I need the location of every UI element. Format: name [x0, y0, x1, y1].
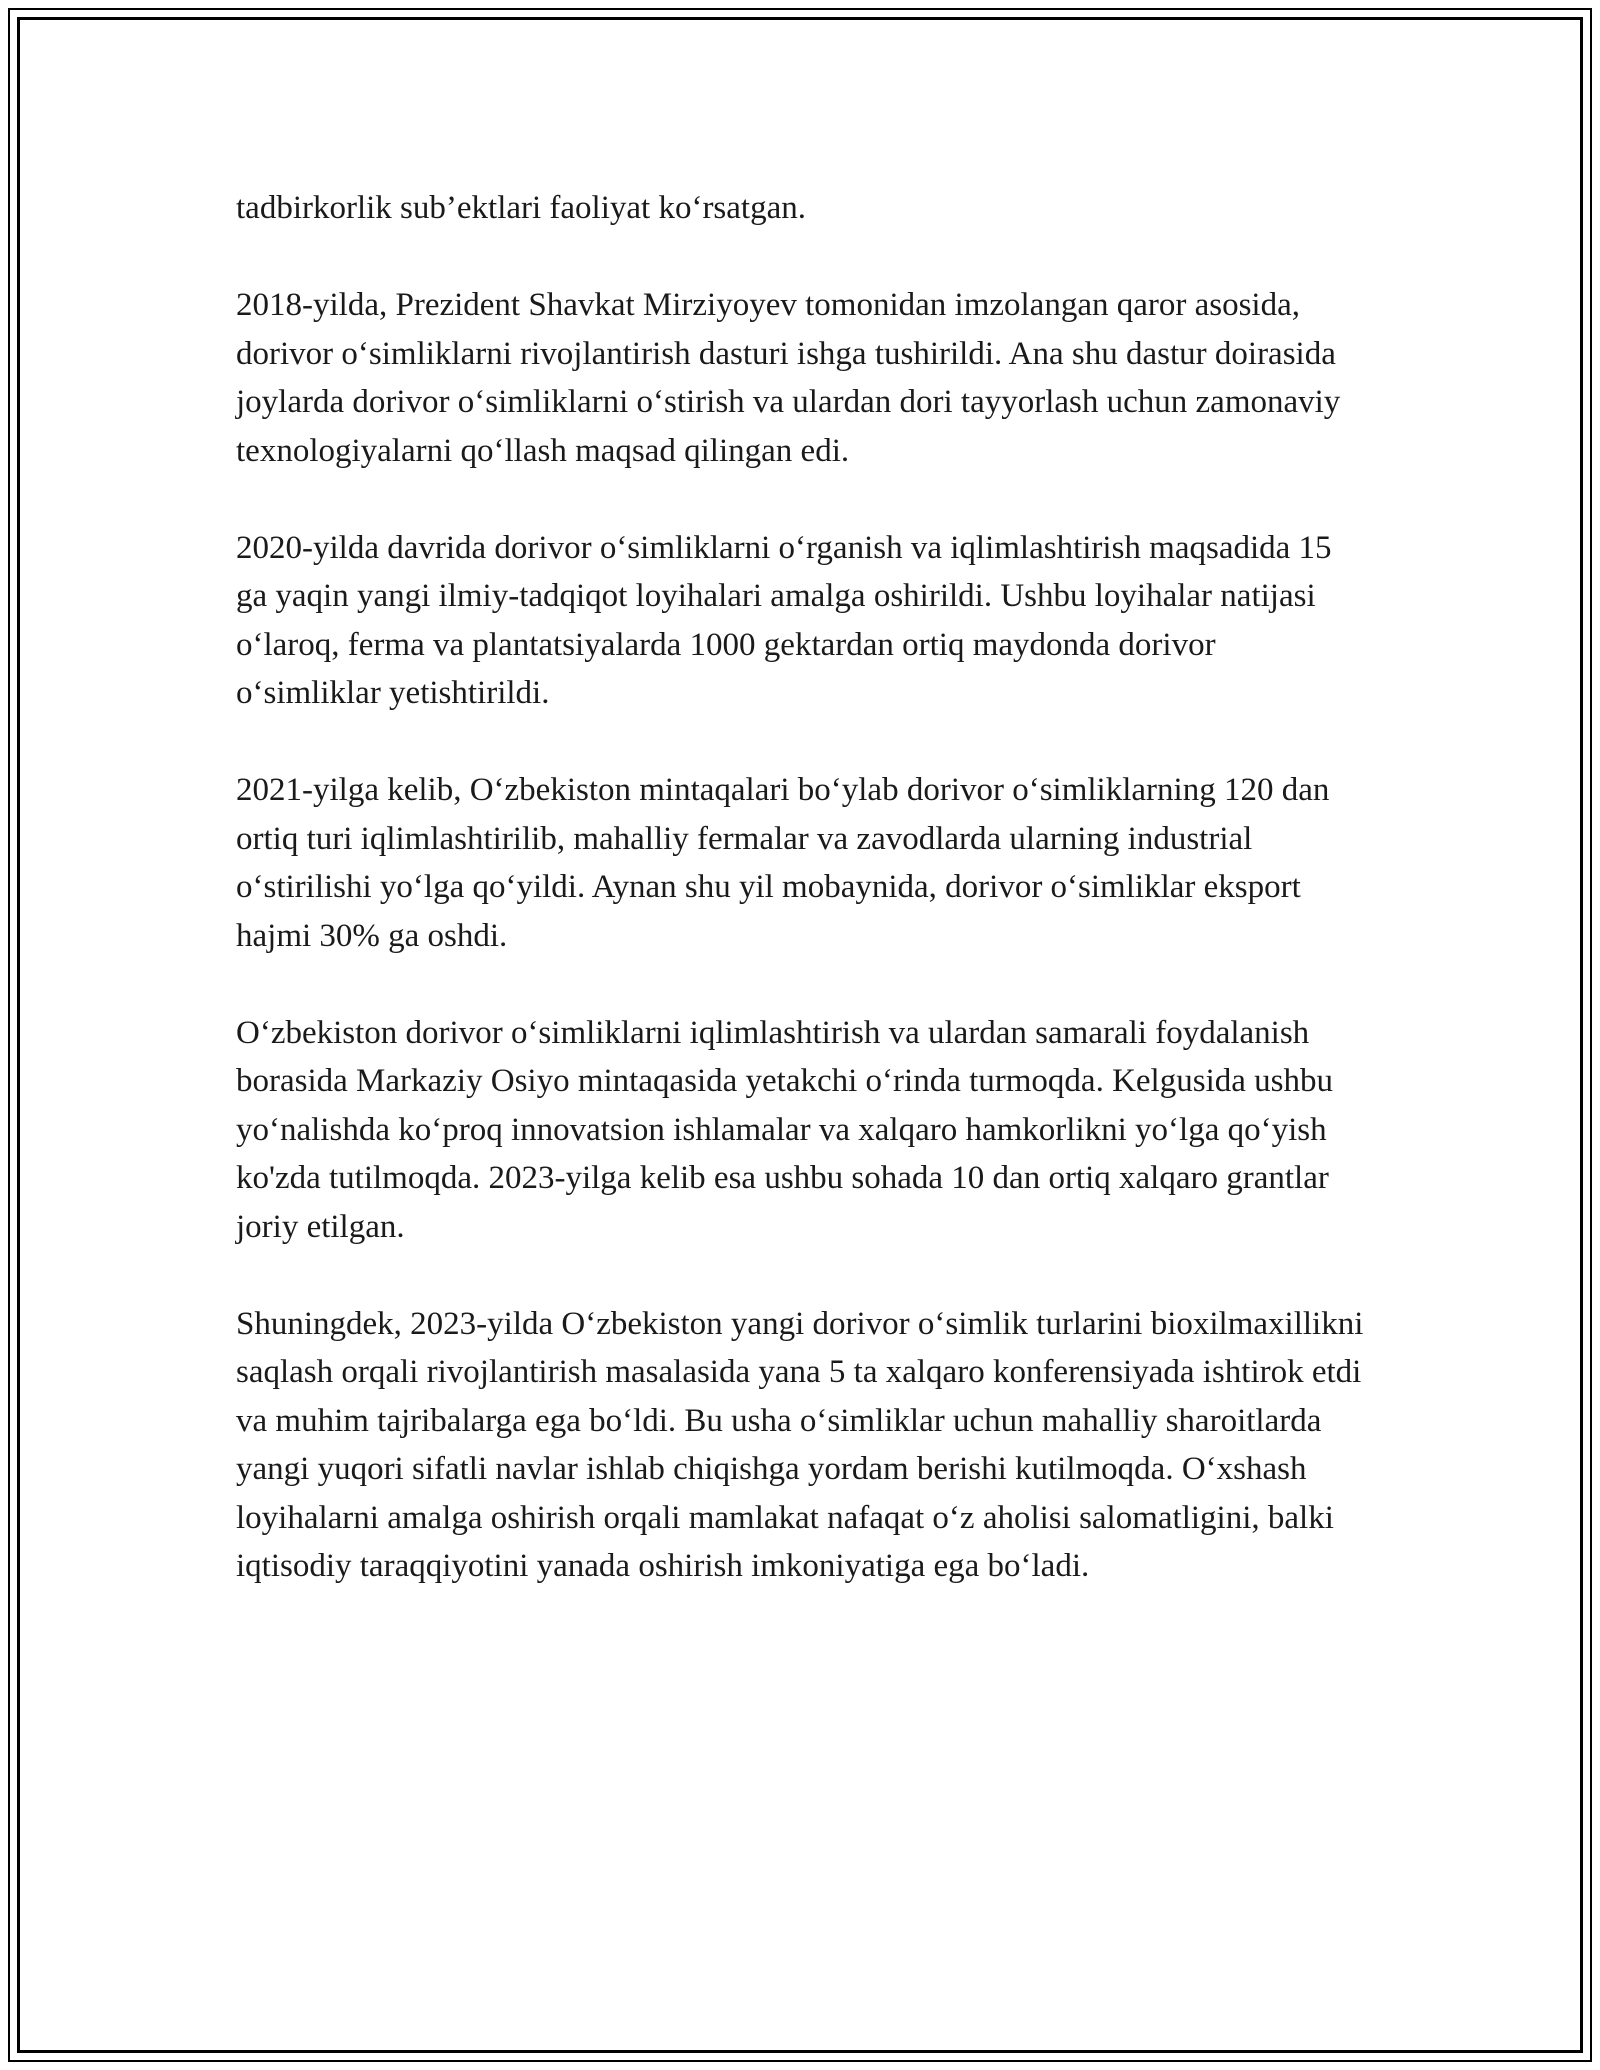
paragraph: Shuningdek, 2023-yilda O‘zbekiston yangi dorivor o‘simlik turlarini bioxilmaxillikni saqlash orqali rivojlantirish masalasida yana 5 ta xalqaro konferensiyada ishtirok etdi va muhim tajribalarga ega bo‘ldi. Bu usha o‘simliklar uchun mahalliy sharoitlarda yangi yuqori sifatli navlar ishlab chiqishga yordam berishi kutilmoqda. O‘xshash loyihalarni amalga oshirish orqali mamlakat nafaqat o‘z aholisi salomatligini, balki iqtisodiy taraqqiyotini yanada oshirish imkoniyatiga ega bo‘ladi.: [236, 1305, 1364, 1584]
paragraph: 2021-yilga kelib, O‘zbekiston mintaqalari bo‘ylab dorivor o‘simliklarning 120 dan ortiq turi iqlimlashtirilib, mahalliy fermalar va zavodlarda ularning industrial o‘stirilishi yo‘lga qo‘yildi. Aynan shu yil mobaynida, dorivor o‘simliklar eksport hajmi 30% ga oshdi.: [236, 772, 1330, 954]
document-body: [236, 184, 1366, 1639]
paragraph: tadbirkorlik sub’ektlari faoliyat ko‘rsatgan.: [236, 190, 806, 226]
paragraph: 2018-yilda, Prezident Shavkat Mirziyoyev tomonidan imzolangan qaror asosida, dorivor o‘simliklarni rivojlantirish dasturi ishga tushirildi. Ana shu dastur doirasida joylarda dorivor o‘simliklarni o‘stirish va ulardan dori tayyorlash uchun zamonaviy texnologiyalarni qo‘llash maqsad qilingan edi.: [236, 287, 1341, 469]
paragraph: O‘zbekiston dorivor o‘simliklarni iqlimlashtirish va ulardan samarali foydalanish borasida Markaziy Osiyo mintaqasida yetakchi o‘rinda turmoqda. Kelgusida ushbu yo‘nalishda ko‘proq innovatsion ishlamalar va xalqaro hamkorlikni yo‘lga qo‘yish ko'zda tutilmoqda. 2023-yilga kelib esa ushbu sohada 10 dan ortiq xalqaro grantlar joriy etilgan.: [236, 1014, 1333, 1245]
paragraph: 2020-yilda davrida dorivor o‘simliklarni o‘rganish va iqlimlashtirish maqsadida 15 ga yaqin yangi ilmiy-tadqiqot loyihalari amalga oshirildi. Ushbu loyihalar natijasi o‘laroq, ferma va plantatsiyalarda 1000 gektardan ortiq maydonda dorivor o‘simliklar yetishtirildi.: [236, 529, 1332, 711]
